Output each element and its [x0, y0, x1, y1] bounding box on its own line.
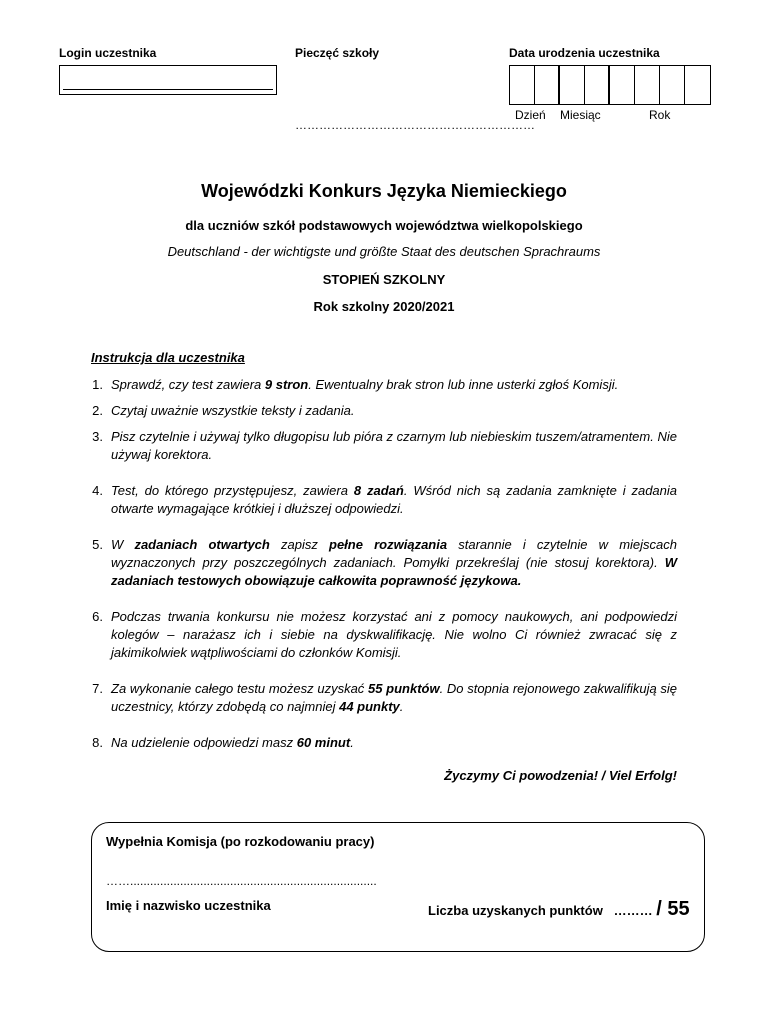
instruction-number: 6. — [92, 609, 103, 624]
school-stamp-label: Pieczęć szkoły — [295, 46, 380, 60]
contest-subtitle: dla uczniów szkół podstawowych województwa wielkopolskiego — [185, 218, 583, 233]
school-stamp-line: …………………………………………………… — [295, 118, 535, 132]
instruction-emphasis: 60 minut — [296, 735, 351, 750]
instruction-number: 8. — [92, 735, 103, 750]
birthdate-month-cell[interactable] — [585, 66, 610, 104]
birthdate-year-cell[interactable] — [635, 66, 660, 104]
instruction-item — [92, 428, 677, 464]
year-label: Rok — [649, 108, 671, 122]
school-year: Rok szkolny 2020/2021 — [313, 299, 455, 314]
instruction-text: . Ewentualny brak stron lub inne usterki zgłoś Komisji. — [308, 377, 619, 392]
instruction-emphasis: 55 punktów — [368, 681, 440, 696]
contest-theme: Deutschland - der wichtigste und größte Staat des deutschen Sprachraums — [167, 244, 601, 259]
instruction-item — [92, 680, 678, 716]
birthdate-year-cell[interactable] — [610, 66, 635, 104]
instruction-number: 1. — [92, 377, 103, 392]
login-label: Login uczestnika — [59, 46, 157, 60]
instruction-text: Czytaj uważnie wszystkie teksty i zadania. — [111, 403, 355, 418]
commission-title: Wypełnia Komisja (po rozkodowaniu pracy) — [106, 834, 375, 849]
instruction-text: zapisz — [269, 537, 330, 552]
instruction-item — [92, 734, 677, 752]
points-label: Liczba uzyskanych punktów — [428, 903, 603, 918]
instructions-list — [92, 376, 678, 752]
instruction-emphasis: 8 zadań — [353, 483, 404, 498]
good-luck-message: Życzymy Ci powodzenia! / Viel Erfolg! — [444, 768, 677, 783]
participant-name-line[interactable]: …….......................................................................... — [106, 874, 377, 888]
birthdate-label: Data urodzenia uczestnika — [509, 46, 660, 60]
instruction-number: 7. — [92, 681, 103, 696]
login-underline — [63, 89, 273, 90]
instruction-emphasis: W zadaniach testowych obowiązuje całkowita poprawność językowa. — [111, 555, 677, 588]
instruction-text: . — [399, 699, 404, 714]
birthdate-year-cell[interactable] — [685, 66, 710, 104]
day-label: Dzień — [515, 108, 546, 122]
instruction-text: W — [111, 537, 135, 552]
instruction-text: Na udzielenie odpowiedzi masz — [111, 735, 297, 750]
instructions-heading: Instrukcja dla uczestnika — [91, 350, 245, 365]
contest-title: Wojewódzki Konkurs Języka Niemieckiego — [201, 181, 567, 201]
instruction-item — [92, 376, 677, 394]
instruction-text: Sprawdź, czy test zawiera — [111, 377, 265, 392]
instruction-emphasis: 9 stron — [264, 377, 309, 392]
instruction-number: 5. — [92, 537, 103, 552]
birthdate-month-cell[interactable] — [560, 66, 585, 104]
instruction-item — [92, 536, 677, 590]
birthdate-grid[interactable] — [509, 65, 711, 105]
instruction-text: . — [350, 735, 354, 750]
instruction-text: . Do stopnia rejonowego zakwalifikują się uczestnicy, którzy zdobędą co najmniej — [111, 681, 678, 714]
login-input-box[interactable] — [59, 65, 277, 95]
instruction-text: Za wykonanie całego testu możesz uzyskać — [111, 681, 368, 696]
points-max: / 55 — [656, 898, 690, 920]
instruction-item — [92, 482, 678, 518]
birthdate-day-cell[interactable] — [535, 66, 560, 104]
instruction-item — [92, 608, 677, 662]
birthdate-year-cell[interactable] — [660, 66, 685, 104]
instruction-text: Test, do którego przystępujesz, zawiera — [111, 483, 354, 498]
contest-level: STOPIEŃ SZKOLNY — [322, 272, 446, 287]
month-label: Miesiąc — [560, 108, 601, 122]
birthdate-day-cell[interactable] — [510, 66, 535, 104]
instruction-text: . Wśród nich są zadania zamknięte i zadania otwarte wymagające krótkiej i dłuższej odpowiedzi. — [111, 483, 678, 516]
instruction-emphasis: pełne rozwiązania — [329, 537, 448, 552]
points-row — [428, 898, 690, 921]
instruction-item — [92, 402, 677, 420]
instruction-text: starannie i czytelnie w miejscach wyznaczonych przy poszczególnych zadaniach. Pomyłki przekreślaj (nie stosuj korektora). — [111, 537, 677, 570]
instruction-number: 2. — [92, 403, 103, 418]
instruction-text: Podczas trwania konkursu nie możesz korzystać ani z pomocy naukowych, ani podpowiedzi kolegów – narażasz ich i siebie na dyskwalifikację. Nie wolno Ci również zwracać się z jakimikolwiek wątpliwościami do członków Komisji. — [111, 609, 677, 660]
instruction-emphasis: zadaniach otwartych — [134, 537, 270, 552]
participant-name-label: Imię i nazwisko uczestnika — [106, 898, 271, 913]
instruction-number: 3. — [92, 429, 103, 444]
instruction-emphasis: 44 punkty — [339, 699, 400, 714]
points-input-line[interactable]: ……… — [613, 903, 653, 918]
instruction-number: 4. — [92, 483, 103, 498]
instruction-text: Pisz czytelnie i używaj tylko długopisu lub pióra z czarnym lub niebieskim tuszem/atramentem. Nie używaj korektora. — [111, 429, 677, 462]
